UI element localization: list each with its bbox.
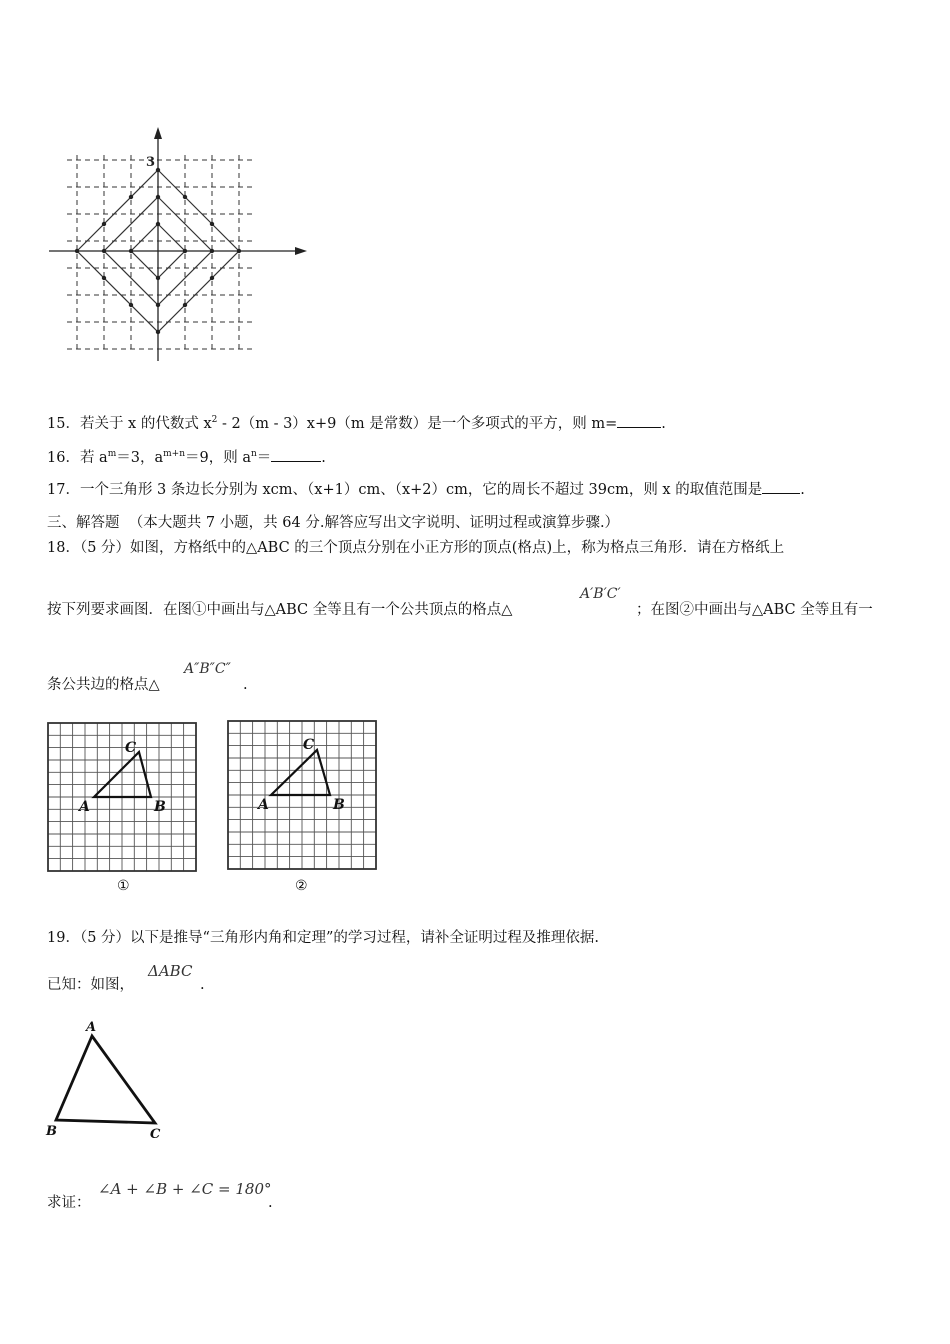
question-18-line-2: 按下列要求画图．在图①中画出与△ABC 全等且有一个公共顶点的格点△ — [47, 602, 513, 618]
question-18-line-2-cont: ；在图②中画出与△ABC 全等且有一 — [636, 602, 873, 618]
question-19-prove: 求证： — [47, 1195, 91, 1211]
triangle-abc-1 — [94, 752, 151, 797]
math-triangle-abc: ΔABC — [148, 962, 193, 980]
question-15: 15．若关于 x 的代数式 $x^2 - 2(m - 3)x+9(m$ 是常数）是一个多项式的平方，则 m= . — [47, 410, 666, 434]
vertex-label-a: A — [86, 1020, 97, 1035]
question-19-given: 已知：如图， — [47, 977, 134, 993]
triangle-abc-2 — [271, 750, 330, 795]
section-3-header: 三、解答题 （本大题共 7 小题，共 64 分.解答应写出文字说明、证明过程或演算步骤.） — [47, 515, 620, 531]
triangle-figure — [42, 1012, 177, 1142]
answer-blank-17[interactable] — [762, 479, 800, 494]
grid-figure-2 — [225, 718, 385, 898]
triangle-abc — [56, 1036, 155, 1123]
math-a-prime-b-prime-c-prime: A′B′C′ — [580, 586, 621, 602]
coordinate-grid-figure — [45, 125, 315, 365]
question-19-given-end: . — [200, 977, 205, 993]
vertex-label-b: B — [46, 1124, 57, 1139]
math-a-double-prime: A″B″C″ — [184, 661, 231, 677]
dashed-grid — [67, 155, 255, 353]
vertex-label-c: C — [303, 737, 315, 753]
vertex-label-a: A — [79, 799, 90, 815]
question-18-line-3: 条公共边的格点△ — [47, 677, 160, 693]
question-19-prove-end: . — [268, 1195, 273, 1211]
vertex-label-a: A — [258, 797, 269, 813]
vertex-label-c: C — [125, 740, 137, 756]
grid-figure-1 — [45, 720, 205, 900]
question-18-line-3-end: . — [243, 677, 248, 693]
question-19: 19．（5 分）以下是推导“三角形内角和定理”的学习过程，请补全证明过程及推理依据. — [47, 930, 599, 946]
y-axis-arrow-icon — [154, 127, 162, 139]
question-17: 17．一个三角形 3 条边长分别为 xcm、（x+1）cm、（x+2）cm，它的周长不超过 39cm，则 x 的取值范围是 . — [47, 479, 805, 500]
vertex-label-b: B — [333, 797, 345, 813]
answer-blank-15[interactable] — [617, 413, 661, 428]
answer-blank-16[interactable] — [271, 447, 321, 462]
math-angle-sum: ∠A + ∠B + ∠C = 180° — [98, 1180, 272, 1198]
question-18-line-1: 18．（5 分）如图，方格纸中的△ABC 的三个顶点分别在小正方形的顶点(格点)上，称为格点三角形．请在方格纸上 — [47, 540, 785, 556]
vertex-label-b: B — [154, 799, 166, 815]
question-16: 16．若 $a^m=3$，$a^{m+n}=9$，则 $a^n=$ . — [47, 444, 326, 468]
x-axis-arrow-icon — [295, 247, 307, 255]
figure-caption-2: ② — [295, 878, 308, 894]
figure-caption-1: ① — [117, 878, 130, 894]
vertex-label-c: C — [150, 1127, 161, 1142]
y-axis-label-3: 3 — [146, 155, 156, 170]
